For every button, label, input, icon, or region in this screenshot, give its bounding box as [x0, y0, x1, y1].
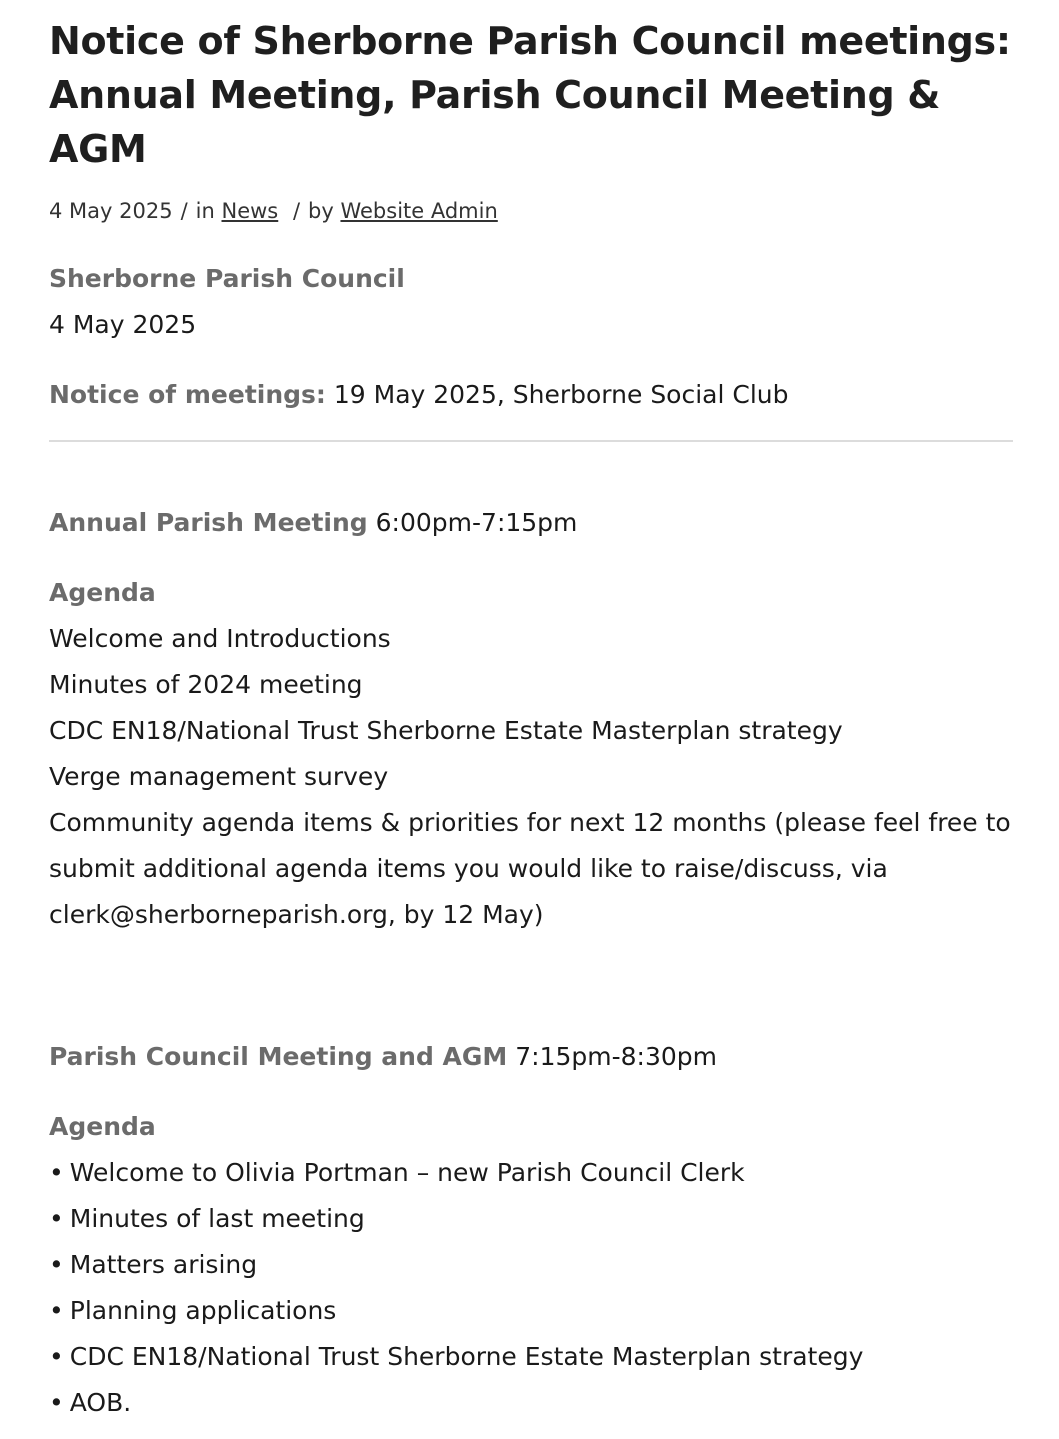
by-label: by [308, 199, 334, 223]
meeting-heading [49, 1034, 1013, 1080]
agenda-item: CDC EN18/National Trust Sherborne Estate Masterplan strategy [49, 716, 843, 745]
post-content [49, 256, 1013, 1426]
meeting-title: Parish Council Meeting and AGM [49, 1042, 508, 1071]
agenda-item-text: Minutes of last meeting [69, 1204, 365, 1233]
in-label: in [195, 199, 215, 223]
agenda-item-text: Welcome to Olivia Portman – new Parish Council Clerk [69, 1158, 745, 1187]
notice-line [49, 372, 1013, 418]
bullet-icon: • [49, 1204, 64, 1233]
divider [49, 440, 1013, 442]
agenda-item [49, 1380, 1013, 1426]
agenda-item [49, 1288, 1013, 1334]
agenda-item-text: CDC EN18/National Trust Sherborne Estate Masterplan strategy [69, 1342, 864, 1371]
agenda-item [49, 1334, 1013, 1380]
notice-label: Notice of meetings: [49, 380, 326, 409]
page-title: Notice of Sherborne Parish Council meetings: Annual Meeting, Parish Council Meeting & AGM [49, 19, 1011, 171]
meeting-time: 6:00pm-7:15pm [375, 508, 578, 537]
post-date: 4 May 2025 [49, 199, 173, 223]
organisation-name: Sherborne Parish Council [49, 264, 405, 293]
agenda-list [49, 616, 1013, 938]
agenda-label: Agenda [49, 578, 156, 607]
notice-date: 4 May 2025 [49, 310, 197, 339]
notice-value: 19 May 2025, Sherborne Social Club [333, 380, 789, 409]
meta-separator: / [292, 199, 301, 223]
bullet-icon: • [49, 1342, 64, 1371]
agenda-item: Verge management survey [49, 762, 389, 791]
agenda-item: Community agenda items & priorities for next 12 months (please feel free to submit additional agenda items you would like to raise/discuss, via clerk@sherborneparish.org, by 12 May) [49, 808, 1011, 929]
post-meta [49, 196, 1013, 226]
bullet-icon: • [49, 1250, 64, 1279]
agenda-item: Welcome and Introductions [49, 624, 391, 653]
bullet-icon: • [49, 1158, 64, 1187]
agenda-item-text: Planning applications [69, 1296, 337, 1325]
meeting-heading [49, 500, 1013, 546]
meeting-time: 7:15pm-8:30pm [515, 1042, 718, 1071]
agenda-item-text: Matters arising [69, 1250, 258, 1279]
agenda-item: Minutes of 2024 meeting [49, 670, 363, 699]
bullet-icon: • [49, 1296, 64, 1325]
meeting-title: Annual Parish Meeting [49, 508, 368, 537]
author-link[interactable]: Website Admin [340, 199, 498, 223]
agenda-list [49, 1150, 1013, 1426]
agenda-item-text: AOB. [69, 1388, 132, 1417]
category-link[interactable]: News [221, 199, 279, 223]
bullet-icon: • [49, 1388, 64, 1417]
agenda-item [49, 1150, 1013, 1196]
agenda-item [49, 1196, 1013, 1242]
meta-separator: / [180, 199, 188, 223]
agenda-item [49, 1242, 1013, 1288]
agenda-label: Agenda [49, 1112, 156, 1141]
